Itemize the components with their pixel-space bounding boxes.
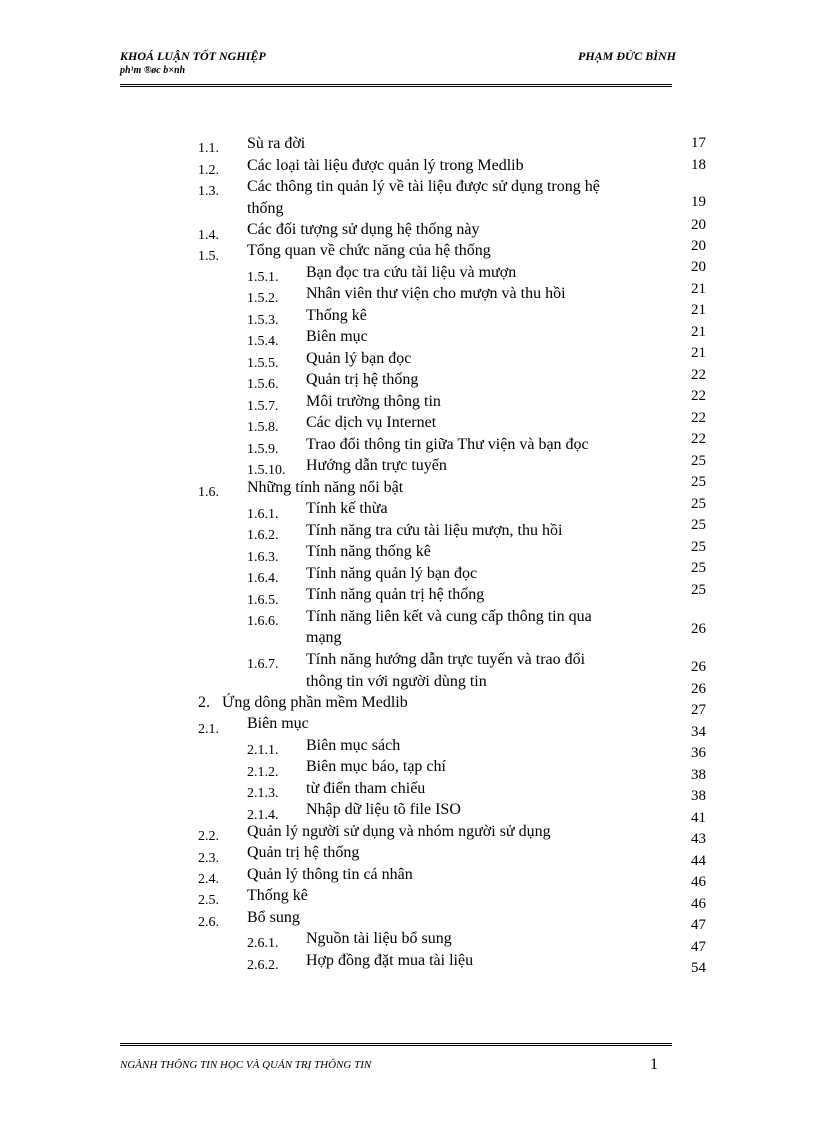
toc-page-number: 25 (691, 453, 706, 469)
toc-number: 1.2. (198, 163, 219, 178)
toc-number: 1.5.10. (247, 463, 286, 478)
toc-number: 2.1.3. (247, 786, 279, 801)
toc-page-number: 38 (691, 788, 706, 804)
footer-page-number: 1 (650, 1056, 658, 1073)
toc-page-number: 18 (691, 157, 706, 173)
toc-page-number: 36 (691, 745, 706, 761)
toc-number: 1.5.1. (247, 270, 279, 285)
toc-title: Quản trị hệ thống (247, 844, 360, 861)
toc-number: 1.3. (198, 184, 219, 199)
toc-number: 2.1. (198, 722, 219, 737)
toc-number: 1.6.2. (247, 528, 279, 543)
toc-number: 2.6. (198, 915, 219, 930)
toc-number: 2.1.1. (247, 743, 279, 758)
toc-page-number: 38 (691, 767, 706, 783)
toc-page-number: 26 (691, 659, 706, 675)
toc-title: Tính năng quản trị hệ thống (306, 586, 485, 603)
toc-page-number: 22 (691, 431, 706, 447)
toc-title: Tính kế thừa (306, 500, 388, 517)
toc-number: 2.2. (198, 829, 219, 844)
toc-title: Thống kê (247, 887, 308, 904)
footer-rule (120, 1043, 672, 1046)
toc-number: 1.6.6. (247, 614, 279, 629)
toc-title: Quản lý bạn đọc (306, 350, 412, 367)
toc-title: Biên mục (247, 715, 309, 732)
toc-title: Nguồn tài liệu bổ sung (306, 930, 452, 947)
toc-number: 2. (198, 694, 210, 711)
toc-title: Hướng dẫn trực tuyến (306, 457, 447, 474)
toc-number: 1.6.1. (247, 507, 279, 522)
toc-title: Các dịch vụ Internet (306, 414, 437, 431)
toc-title: Tính năng hướng dẫn trực tuyến và trao đổi (306, 651, 586, 668)
header-left-subtitle: ph¹m ®øc b×nh (120, 65, 186, 76)
toc-title: Trao đổi thông tin giữa Thư viện và bạn đọc (306, 436, 589, 453)
toc-title: Thống kê (306, 307, 367, 324)
toc-number: 2.4. (198, 872, 219, 887)
toc-title: Biên mục sách (306, 737, 401, 754)
toc-page-number: 26 (691, 681, 706, 697)
toc-title: Nhân viên thư viện cho mượn và thu hồi (306, 285, 566, 302)
toc-number: 1.5.4. (247, 334, 279, 349)
toc-page-number: 47 (691, 939, 706, 955)
toc-title: Sù ra đời (247, 135, 306, 152)
toc-title: Tính năng thống kê (306, 543, 431, 560)
toc-title: Tính năng liên kết và cung cấp thông tin qua (306, 608, 592, 625)
toc-number: 2.1.4. (247, 808, 279, 823)
toc-page-number: 21 (691, 324, 706, 340)
toc-title: Biên mục báo, tạp chí (306, 758, 446, 775)
toc-page-number: 21 (691, 281, 706, 297)
toc-title: Môi trường thông tin (306, 393, 441, 410)
toc-page-number: 22 (691, 410, 706, 426)
toc-title: Bổ sung (247, 909, 300, 926)
toc-page-number: 41 (691, 810, 706, 826)
toc-page-number: 43 (691, 831, 706, 847)
toc-title: Nhập dữ liệu tõ file ISO (306, 801, 461, 818)
toc-title: Quản lý thông tin cá nhân (247, 866, 413, 883)
toc-title: Các đối tượng sử dụng hệ thống này (247, 221, 480, 238)
toc-page-number: 17 (691, 135, 706, 151)
toc-number: 2.3. (198, 851, 219, 866)
toc-number: 1.5. (198, 249, 219, 264)
toc-title: Những tính năng nổi bật (247, 479, 404, 496)
toc-number: 1.5.3. (247, 313, 279, 328)
toc-number: 2.6.1. (247, 936, 279, 951)
toc-number: 1.1. (198, 141, 219, 156)
toc-title: Tính năng quản lý bạn đọc (306, 565, 478, 582)
toc-number: 1.6.4. (247, 571, 279, 586)
toc-number: 1.5.2. (247, 291, 279, 306)
toc-title: Tổng quan về chức năng của hệ thống (247, 242, 491, 259)
toc-number: 2.5. (198, 893, 219, 908)
toc-title: từ điển tham chiếu (306, 780, 426, 797)
toc-page-number: 26 (691, 621, 706, 637)
footer-text: NGÀNH THÔNG TIN HỌC VÀ QUẢN TRỊ THÔNG TIN (120, 1059, 372, 1071)
toc-page-number: 20 (691, 259, 706, 275)
toc-number: 1.6.5. (247, 593, 279, 608)
toc-number: 1.5.8. (247, 420, 279, 435)
toc-page-number: 19 (691, 194, 706, 210)
toc-title: Các loại tài liệu được quản lý trong Medlib (247, 157, 524, 174)
toc-title: Các thông tin quản lý về tài liệu được sử dụng trong hệ (247, 178, 600, 195)
toc-number: 2.1.2. (247, 765, 279, 780)
toc-page-number: 21 (691, 345, 706, 361)
toc-title-continued: thông tin với người dùng tin (306, 673, 487, 690)
toc-page-number: 46 (691, 896, 706, 912)
toc-title-continued: thống (247, 200, 284, 217)
toc-title: Hợp đồng đặt mua tài liệu (306, 952, 474, 969)
toc-page-number: 34 (691, 724, 706, 740)
header-rule (120, 84, 672, 87)
toc-number: 2.6.2. (247, 958, 279, 973)
toc-title: Bạn đọc tra cứu tài liệu và mượn (306, 264, 517, 281)
toc-number: 1.4. (198, 228, 219, 243)
toc-page-number: 46 (691, 874, 706, 890)
toc-number: 1.5.7. (247, 399, 279, 414)
toc-number: 1.5.6. (247, 377, 279, 392)
toc-number: 1.6.7. (247, 657, 279, 672)
toc-page-number: 27 (691, 702, 706, 718)
toc-number: 1.6.3. (247, 550, 279, 565)
toc-title: Ứng dông phần mềm Medlib (222, 694, 408, 711)
toc-page-number: 54 (691, 960, 706, 976)
toc-title: Quản trị hệ thống (306, 371, 419, 388)
toc-page-number: 20 (691, 217, 706, 233)
toc-page-number: 22 (691, 388, 706, 404)
header-left-title: KHOÁ LUẬN TỐT NGHIỆP (120, 49, 266, 63)
toc-number: 1.6. (198, 485, 219, 500)
toc-page-number: 47 (691, 917, 706, 933)
header-right-title: PHẠM ĐỨC BÌNH (578, 49, 676, 63)
toc-page-number: 25 (691, 560, 706, 576)
toc-number: 1.5.9. (247, 442, 279, 457)
toc-page-number: 25 (691, 539, 706, 555)
toc-title-continued: mạng (306, 629, 342, 646)
toc-title: Tính năng tra cứu tài liệu mượn, thu hồi (306, 522, 563, 539)
toc-number: 1.5.5. (247, 356, 279, 371)
toc-page-number: 21 (691, 302, 706, 318)
toc-page-number: 25 (691, 496, 706, 512)
toc-page-number: 25 (691, 582, 706, 598)
toc-title: Biên mục (306, 328, 368, 345)
toc-page-number: 44 (691, 853, 706, 869)
toc-page-number: 25 (691, 517, 706, 533)
toc-title: Quản lý người sử dụng và nhóm người sử dụng (247, 823, 551, 840)
toc-page-number: 25 (691, 474, 706, 490)
toc-page-number: 22 (691, 367, 706, 383)
toc-page-number: 20 (691, 238, 706, 254)
